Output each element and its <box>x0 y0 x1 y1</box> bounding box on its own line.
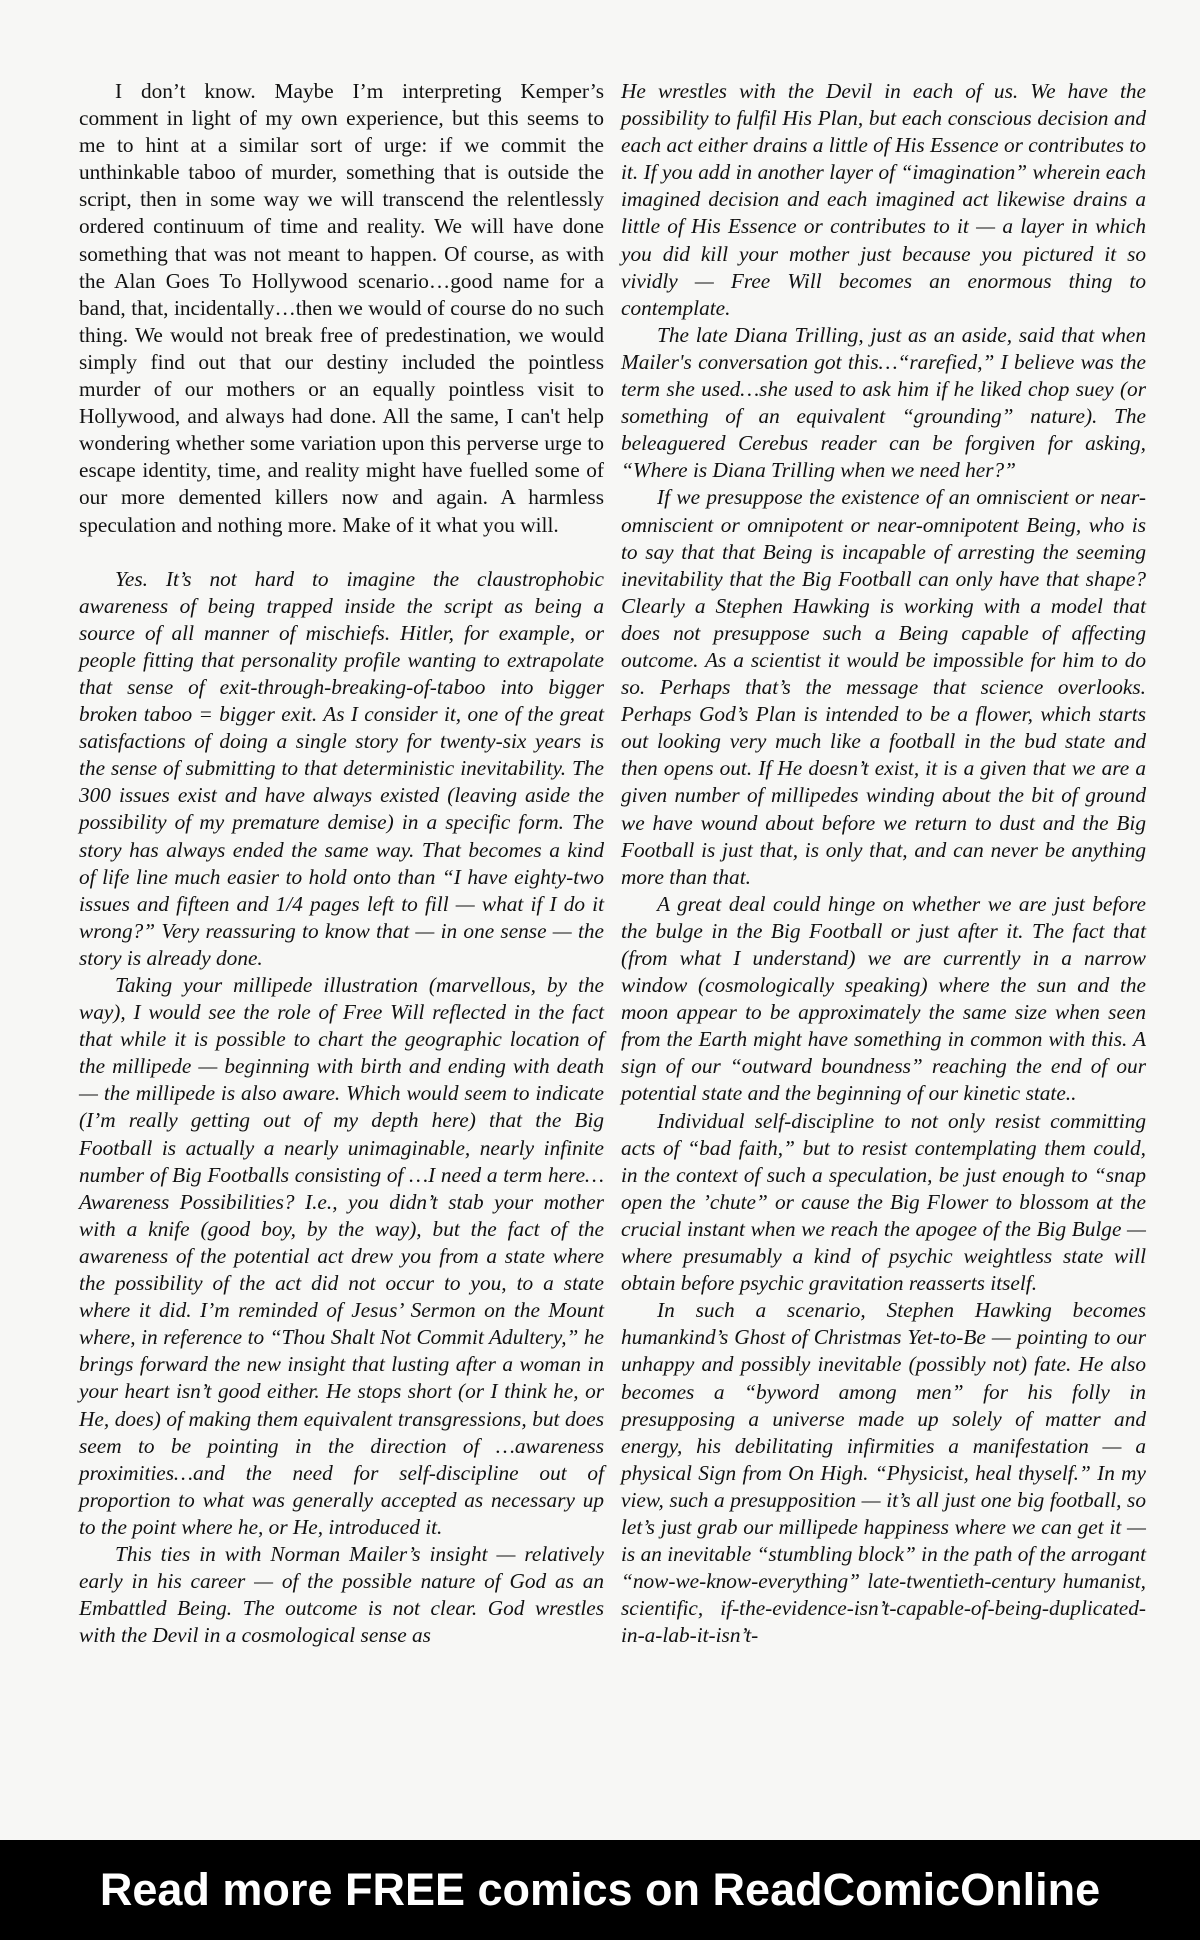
right-paragraph-5: Individual self-discipline to not only resist committing acts of “bad faith,” but to resist contemplating them could, in the context of such a speculation, be just enough to “snap open the ’chute” or cause the Big Flower to blossom at the crucial instant when we reach the apogee of the Big Bulge — where presumably a kind of psychic weightless state will obtain before psychic gravitation reasserts itself. <box>621 1108 1146 1296</box>
left-paragraph-3: Taking your millipede illustration (marvellous, by the way), I would see the role of Free Will reflected in the fact that while it is possible to chart the geographic location of the millipede — beginning with birth and ending with death — the millipede is also aware. Which would seem to indicate (I’m really getting out of my depth here) that the Big Football is actually a nearly unimaginable, nearly infinite number of Big Footballs consisting of …I need a term here…Awareness Possibilities? I.e., you didn’t stab your mother with a knife (good boy, by the way), but the fact of the awareness of the potential act drew you from a state where the possibility of the act did not occur to you, to a state where it did. I’m reminded of Jesus’ Sermon on the Mount where, in reference to “Thou Shalt Not Commit Adultery,” he brings forward the new insight that lusting after a woman in your heart isn’t good either. He stops short (or I think he, or He, does) of making them equivalent transgressions, but does seem to be pointing in the direction of …awareness proximities…and the need for self-discipline out of proportion to what was generally accepted as necessary up to the point where he, or He, introduced it. <box>79 973 604 1539</box>
right-paragraph-1: He wrestles with the Devil in each of us. We have the possibility to fulfil His Plan, but each conscious decision and each act either drains a little of His Essence or contributes to it. If you add in another layer of “imagination” wherein each imagined decision and each imagined act likewise drains a little of His Essence or contributes to it — a layer in which you did kill your mother just because you pictured it so vividly — Free Will becomes an enormous thing to contemplate. <box>621 79 1146 320</box>
left-paragraph-2: Yes. It’s not hard to imagine the claustrophobic awareness of being trapped inside the script as being a source of all manner of mischiefs. Hitler, for example, or people fitting that personality profile wanting to extrapolate that sense of exit-through-breaking-of-taboo into bigger broken taboo = bigger exit. As I consider it, one of the great satisfactions of doing a single story for twenty-six years is the sense of submitting to that deterministic inevitability. The 300 issues exist and have always existed (leaving aside the possibility of my premature demise) in a specific form. The story has always ended the same way. That becomes a kind of life line much easier to hold onto than “I have eighty-two issues and fifteen and 1/4 pages left to fill — what if I do it wrong?” Very reassuring to know that — in one sense — the story is already done. <box>79 566 604 970</box>
right-paragraph-4: A great deal could hinge on whether we are just before the bulge in the Big Football or just after it. The fact that (from what I understand) we are currently in a narrow window (cosmologically speaking) where the sun and the moon appear to be approximately the same size when seen from the Earth might have something in common with this. A sign of our “outward boundness” reaching the end of our potential state and the beginning of our kinetic state.. <box>621 891 1146 1106</box>
left-column <box>79 78 604 1649</box>
right-paragraph-2: The late Diana Trilling, just as an aside, said that when Mailer's conversation got this…“rarefied,” I believe was the term she used…she used to ask him if he liked chop suey (or something of an equivalent “grounding” nature). The beleaguered Cerebus reader can be forgiven for asking, “Where is Diana Trilling when we need her?” <box>621 322 1146 483</box>
right-paragraph-6: In such a scenario, Stephen Hawking becomes humankind’s Ghost of Christmas Yet-to-Be — pointing to our unhappy and possibly inevitable (possibly not) fate. He also becomes a “byword among men” for his folly in presupposing a universe made up solely of matter and energy, his debilitating infirmities a manifestation — a physical Sign from On High. “Physicist, heal thyself.” In my view, such a presupposition — it’s all just one big football, so let’s just grab our millipede happiness where we can get it — is an inevitable “stumbling block” in the path of the arrogant “now-we-know-everything” late-twentieth-century humanist, scientific, if-the-evidence-isn’t-capable-of-being-duplicated-in-a-lab-it-isn’t- <box>621 1298 1146 1648</box>
right-column <box>621 78 1146 1649</box>
read-more-banner[interactable]: Read more FREE comics on ReadComicOnline <box>0 1840 1200 1940</box>
left-paragraph-1: I don’t know. Maybe I’m interpreting Kemper’s comment in light of my own experience, but this seems to me to hint at a similar sort of urge: if we commit the unthinkable taboo of murder, something that is outside the script, then in some way we will transcend the relentlessly ordered continuum of time and reality. We will have done something that was not meant to happen. Of course, as with the Alan Goes To Hollywood scenario…good name for a band, that, incidentally…then we would of course do no such thing. We would not break free of predestination, we would simply find out that our destiny included the pointless murder of our mothers or an equally pointless visit to Hollywood, and always had done. All the same, I can't help wondering whether some variation upon this perverse urge to escape identity, time, and reality might have fuelled some of our more demented killers now and again. A harmless speculation and nothing more. Make of it what you will. <box>79 79 604 537</box>
left-paragraph-4: This ties in with Norman Mailer’s insight — relatively early in his career — of the possible nature of God as an Embattled Being. The outcome is not clear. God wrestles with the Devil in a cosmological sense as <box>79 1541 604 1648</box>
right-paragraph-3: If we presuppose the existence of an omniscient or near-omniscient or omnipotent or near-omnipotent Being, who is to say that that Being is incapable of arresting the seeming inevitability that the Big Football can only have that shape? Clearly a Stephen Hawking is working with a model that does not presuppose such a Being capable of affecting outcome. As a scientist it would be impossible for him to do so. Perhaps that’s the message that science overlooks. Perhaps God’s Plan is intended to be a flower, which starts out looking very much like a football in the bud state and then opens out. If He doesn’t exist, it is a given that we are a given number of millipedes winding about the bit of ground we have wound about before we return to dust and the Big Football is just that, is only that, and can never be anything more than that. <box>621 485 1146 889</box>
